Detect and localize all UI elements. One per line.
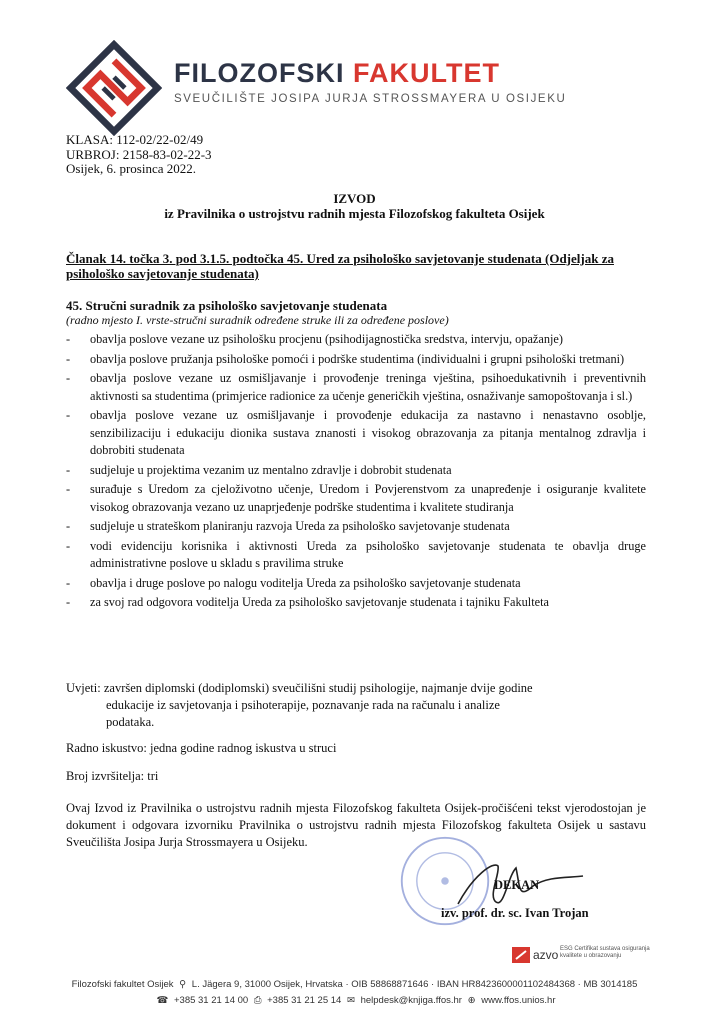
duty-item (66, 351, 646, 369)
document-meta (66, 133, 212, 177)
requirements-line3: podataka. (106, 715, 155, 729)
requirements-line2: edukacije iz savjetovanja i psihoterapije, poznavanje rada na računalu i analize (106, 698, 500, 712)
signatory-role: DEKAN (494, 878, 540, 892)
duty-bullet: - (66, 482, 71, 496)
duty-text: obavlja i druge poslove po nalogu voditelja Ureda za psihološko savjetovanje studenata (90, 575, 521, 590)
footer-address: L. Jägera 9, 31000 Osijek, Hrvatska (191, 979, 343, 990)
university-name: SVEUČILIŠTE JOSIPA JURJA STROSSMAYERA U OSIJEKU (174, 93, 567, 105)
duty-item (66, 594, 646, 612)
duty-text: sudjeluje u projektima vezanim uz mentalno zdravlje i dobrobit studenata (90, 462, 452, 477)
work-experience: Radno iskustvo: jedna godine radnog iskustva u struci (66, 741, 337, 755)
location-pin-icon: ⚲ (179, 979, 187, 990)
duty-item (66, 462, 646, 480)
requirements (66, 680, 626, 731)
duty-bullet: - (66, 595, 71, 609)
email-icon: ✉ (346, 995, 355, 1006)
document-title: IZVOD (333, 191, 376, 206)
requirements-line1: Uvjeti: završen diplomski (dodiplomski) sveučilišni studij psihologije, najmanje dvije godine (66, 681, 533, 695)
azvo-logo-icon (512, 947, 530, 963)
azvo-label: azvo (533, 948, 559, 962)
duty-item (66, 538, 646, 573)
faculty-logo-icon (66, 40, 162, 136)
faculty-name (174, 58, 500, 89)
duty-item (66, 518, 646, 536)
duty-text: obavlja poslove vezane uz psihološku procjenu (psihodijagnostička sredstva, intervju, opažanje) (90, 332, 563, 346)
duty-item (66, 331, 646, 349)
fax-icon: ⎙ (253, 995, 262, 1006)
footer-phone[interactable]: +385 31 21 14 00 (173, 995, 249, 1006)
duty-text: obavlja poslove pružanja psihološke pomoći i podrške studentima (individualni i grupni psihološki tretmani) (90, 351, 625, 366)
duty-bullet: - (66, 332, 71, 346)
footer-line2 (0, 995, 709, 1006)
signatory-name: izv. prof. dr. sc. Ivan Trojan (441, 906, 589, 920)
phone-icon: ☎ (156, 995, 169, 1006)
globe-icon: ⊕ (467, 995, 476, 1006)
position-subtitle: (radno mjesto I. vrste-stručni suradnik određene struke ili za određene poslove) (66, 313, 449, 327)
duty-bullet: - (66, 371, 71, 385)
footer-web[interactable]: www.ffos.unios.hr (481, 995, 556, 1006)
duty-item (66, 407, 646, 460)
brand-part2: FAKULTET (353, 58, 500, 88)
duty-item (66, 575, 646, 593)
duty-item (66, 370, 646, 405)
footer-ids: · OIB 58868871646 · IBAN HR8423600001102484368 · MB 3014185 (345, 979, 638, 990)
duty-text: vodi evidenciju korisnika i aktivnosti Ureda za psihološko savjetovanje studenata te obavlja druge administrativne poslove u skladu s pravilima struke (90, 538, 646, 570)
duties-list (66, 331, 646, 614)
position-title: 45. Stručni suradnik za psihološko savjetovanje studenata (66, 298, 388, 313)
duty-bullet: - (66, 519, 71, 533)
urbroj: URBROJ: 2158-83-02-22-3 (66, 146, 212, 162)
date: Osijek, 6. prosinca 2022. (66, 161, 196, 176)
article-reference: Članak 14. točka 3. pod 3.1.5. podtočka 45. Ured za psihološko savjetovanje studenata (Odjeljak za psihološko savjetovanje studenata) (66, 251, 614, 281)
duty-text: surađuje s Uredom za cjeloživotno učenje, Uredom i Povjerenstvom za unapređenje i osiguranje kvalitete visokog obrazovanja vezano uz unaprjeđenje podrške studentima i kvalitete studiranja (90, 482, 646, 514)
duty-bullet: - (66, 575, 71, 590)
duty-bullet: - (66, 538, 71, 553)
duty-text: obavlja poslove vezane uz osmišljavanje i provođenje treninga vještina, psihoedukativnih i preventivnih aktivnosti sa studentima (primjerice radionice za učenje generičkih vještina, osnaživanje samopoštovanja i sl.) (90, 371, 646, 403)
duty-bullet: - (66, 462, 71, 477)
document-subtitle: iz Pravilnika o ustrojstvu radnih mjesta Filozofskog fakulteta Osijek (164, 206, 545, 221)
duty-item (66, 481, 646, 516)
footer-org: Filozofski fakultet Osijek (71, 979, 174, 990)
duty-text: za svoj rad odgovora voditelja Ureda za psihološko savjetovanje studenata i tajniku Fakulteta (90, 595, 549, 609)
closing-statement: Ovaj Izvod iz Pravilnika o ustrojstvu radnih mjesta Filozofskog fakulteta Osijek-pročišćeni tekst vjerodostojan je dokument i odgovara izvorniku Pravilnika o ustrojstvu radnih mjesta Filozofskog fakulteta Osijek u sastavu Sveučilišta Josipa Jurja Strossmayera u Osijeku. (66, 801, 646, 849)
number-of-executors: Broj izvršitelja: tri (66, 769, 159, 783)
duty-bullet: - (66, 408, 71, 422)
klasa: KLASA: 112-02/22-02/49 (66, 132, 204, 147)
brand-part1: FILOZOFSKI (174, 58, 345, 88)
duty-bullet: - (66, 351, 71, 366)
footer-fax: +385 31 21 25 14 (267, 995, 342, 1006)
duty-text: obavlja poslove vezane uz osmišljavanje i provođenje edukacija za nastavno i nenastavno osoblje, senzibilizaciju i edukaciju dionika sustava znanosti i visokog obrazovanja za pitanja mentalnog zdravlja i dobrobiti studenata (90, 408, 646, 457)
footer-line1 (0, 979, 709, 990)
esg-certificate: ESG Certifikat sustava osiguranja kvalitete u obrazovanju (560, 946, 650, 959)
duty-text: sudjeluje u strateškom planiranju razvoja Ureda za psihološko savjetovanje studenata (90, 519, 510, 533)
footer-email[interactable]: helpdesk@knjiga.ffos.hr (360, 995, 462, 1006)
